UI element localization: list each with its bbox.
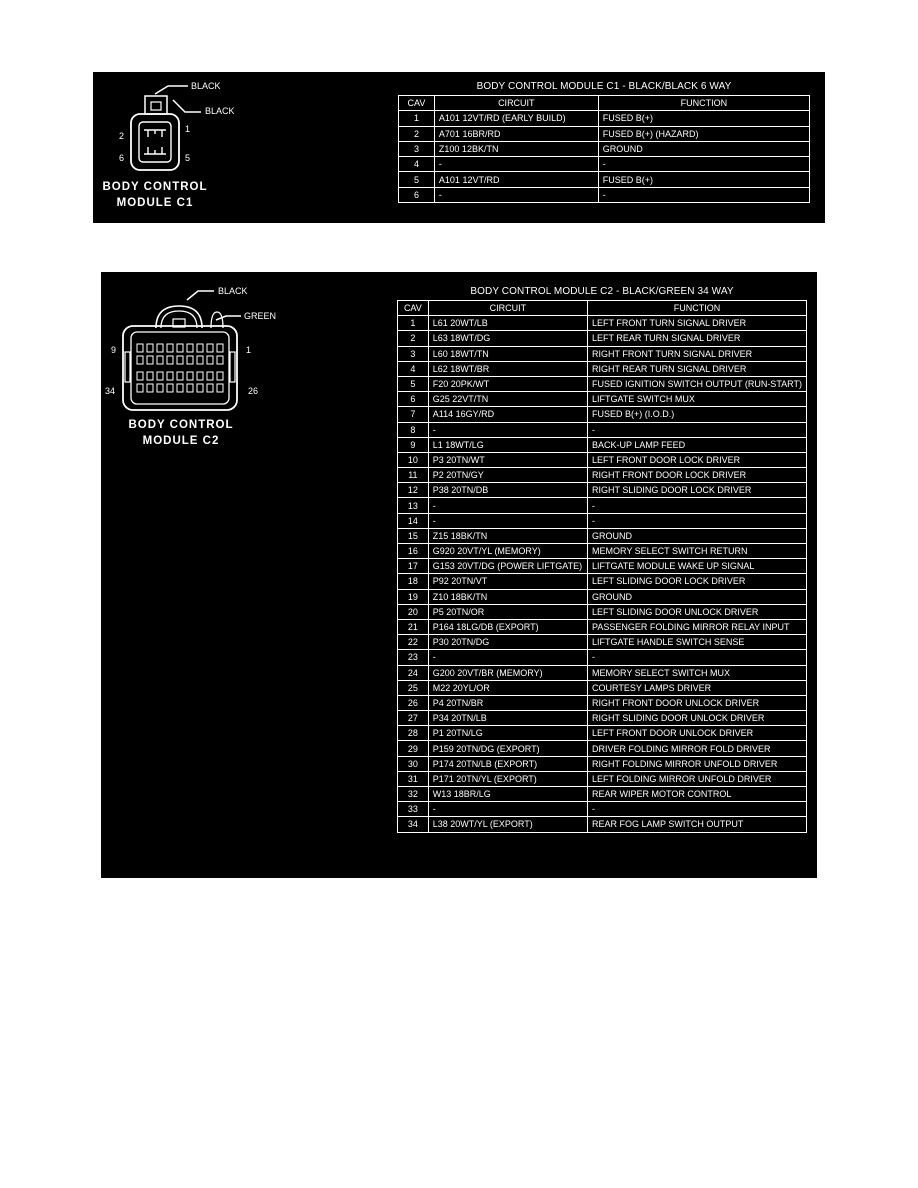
function-cell: PASSENGER FOLDING MIRROR RELAY INPUT <box>587 619 806 634</box>
cav-cell: 5 <box>398 376 429 391</box>
cav-cell: 6 <box>399 187 435 202</box>
circuit-cell: P38 20TN/DB <box>428 483 587 498</box>
c1-pin-row-top <box>144 130 166 137</box>
c1-connector-face <box>139 122 171 162</box>
cav-cell: 28 <box>398 726 429 741</box>
cav-cell: 14 <box>398 513 429 528</box>
cav-cell: 19 <box>398 589 429 604</box>
c2-pin-cavity <box>177 372 183 380</box>
c1-pin-row-bottom <box>144 147 166 154</box>
table-row <box>398 559 807 574</box>
table-row <box>398 468 807 483</box>
circuit-cell: L62 18WT/BR <box>428 361 587 376</box>
circuit-cell: L63 18WT/DG <box>428 331 587 346</box>
c1-connector-title-line1: BODY CONTROL <box>102 181 208 193</box>
table-row <box>399 111 810 126</box>
circuit-cell: G200 20VT/BR (MEMORY) <box>428 665 587 680</box>
c2-connector-face <box>131 332 229 404</box>
cav-cell: 33 <box>398 802 429 817</box>
c1-connector-diagram <box>93 72 393 223</box>
function-cell: LEFT FOLDING MIRROR UNFOLD DRIVER <box>587 771 806 786</box>
cav-cell: 16 <box>398 544 429 559</box>
c1-pin-label-br: 5 <box>185 153 191 163</box>
cav-cell: 3 <box>399 141 435 156</box>
c2-pin-label-br: 26 <box>248 386 259 396</box>
table-row <box>398 635 807 650</box>
circuit-cell: A101 12VT/RD (EARLY BUILD) <box>434 111 598 126</box>
table-row <box>399 126 810 141</box>
circuit-cell: P4 20TN/BR <box>428 695 587 710</box>
table-row <box>398 422 807 437</box>
c1-header-circuit: CIRCUIT <box>434 96 598 111</box>
c2-pin-label-tl: 9 <box>111 345 117 355</box>
cav-cell: 27 <box>398 711 429 726</box>
table-row <box>398 787 807 802</box>
cav-cell: 1 <box>398 316 429 331</box>
c2-callout-green: GREEN <box>244 311 277 321</box>
c2-pin-grid <box>137 344 223 392</box>
cav-cell: 9 <box>398 437 429 452</box>
table-row <box>399 157 810 172</box>
c2-pin-cavity <box>157 372 163 380</box>
table-row <box>398 802 807 817</box>
circuit-cell: - <box>428 498 587 513</box>
table-row <box>398 619 807 634</box>
function-cell: - <box>587 650 806 665</box>
table-row <box>398 498 807 513</box>
cav-cell: 3 <box>398 346 429 361</box>
circuit-cell: L1 18WT/LG <box>428 437 587 452</box>
cav-cell: 22 <box>398 635 429 650</box>
function-cell: FUSED IGNITION SWITCH OUTPUT (RUN-START) <box>587 376 806 391</box>
table-row <box>398 392 807 407</box>
c2-pin-cavity <box>207 356 213 364</box>
c2-pin-cavity <box>217 356 223 364</box>
circuit-cell: Z100 12BK/TN <box>434 141 598 156</box>
table-row <box>398 376 807 391</box>
c2-pin-cavity <box>187 384 193 392</box>
c2-pin-cavity <box>187 344 193 352</box>
circuit-cell: A114 16GY/RD <box>428 407 587 422</box>
function-cell: - <box>587 802 806 817</box>
function-cell: LEFT FRONT DOOR LOCK DRIVER <box>587 452 806 467</box>
c2-pin-cavity <box>207 372 213 380</box>
c1-pin-label-bl: 6 <box>119 153 125 163</box>
function-cell: FUSED B(+) <box>598 172 809 187</box>
circuit-cell: - <box>428 422 587 437</box>
table-row <box>398 452 807 467</box>
c1-pin-label-tl: 2 <box>119 131 125 141</box>
c1-callout-black-top: BLACK <box>191 81 221 91</box>
c1-pin-label-tr: 1 <box>185 124 191 134</box>
cav-cell: 5 <box>399 172 435 187</box>
table-row <box>398 361 807 376</box>
circuit-cell: P3 20TN/WT <box>428 452 587 467</box>
cav-cell: 26 <box>398 695 429 710</box>
circuit-cell: P171 20TN/YL (EXPORT) <box>428 771 587 786</box>
c2-pin-cavity <box>167 384 173 392</box>
cav-cell: 4 <box>399 157 435 172</box>
circuit-cell: P164 18LG/DB (EXPORT) <box>428 619 587 634</box>
c2-table-title: BODY CONTROL MODULE C2 - BLACK/GREEN 34 WAY <box>470 286 734 297</box>
c1-connector-title-line2: MODULE C1 <box>116 197 194 209</box>
c2-pin-cavity <box>137 384 143 392</box>
table-row <box>398 528 807 543</box>
c2-connector-diagram <box>101 272 391 472</box>
table-row <box>398 680 807 695</box>
function-cell: REAR WIPER MOTOR CONTROL <box>587 787 806 802</box>
cav-cell: 2 <box>399 126 435 141</box>
circuit-cell: L61 20WT/LB <box>428 316 587 331</box>
table-row <box>398 483 807 498</box>
c2-pin-cavity <box>147 356 153 364</box>
function-cell: FUSED B(+) <box>598 111 809 126</box>
cav-cell: 11 <box>398 468 429 483</box>
cav-cell: 32 <box>398 787 429 802</box>
table-row <box>398 650 807 665</box>
circuit-cell: A101 12VT/RD <box>434 172 598 187</box>
function-cell: GROUND <box>598 141 809 156</box>
c2-pin-cavity <box>147 372 153 380</box>
c1-callout-black-mid-line <box>173 100 201 112</box>
c2-pin-cavity <box>137 356 143 364</box>
circuit-cell: - <box>428 650 587 665</box>
table-row <box>399 141 810 156</box>
c2-pinout-table <box>397 300 807 833</box>
function-cell: LIFTGATE HANDLE SWITCH SENSE <box>587 635 806 650</box>
cav-cell: 12 <box>398 483 429 498</box>
c2-pin-cavity <box>217 344 223 352</box>
c1-table-header-row <box>399 96 810 111</box>
table-row <box>398 407 807 422</box>
table-row <box>399 187 810 202</box>
circuit-cell: P2 20TN/GY <box>428 468 587 483</box>
c2-pin-cavity <box>177 344 183 352</box>
function-cell: LIFTGATE SWITCH MUX <box>587 392 806 407</box>
c2-table-body <box>398 316 807 832</box>
function-cell: LEFT FRONT TURN SIGNAL DRIVER <box>587 316 806 331</box>
function-cell: RIGHT FRONT TURN SIGNAL DRIVER <box>587 346 806 361</box>
c2-pin-cavity <box>167 356 173 364</box>
circuit-cell: P92 20TN/VT <box>428 574 587 589</box>
c2-pin-cavity <box>177 384 183 392</box>
cav-cell: 15 <box>398 528 429 543</box>
c2-pin-cavity <box>197 344 203 352</box>
c1-pinout-table <box>398 95 810 203</box>
cav-cell: 6 <box>398 392 429 407</box>
function-cell: - <box>598 157 809 172</box>
function-cell: RIGHT FRONT DOOR UNLOCK DRIVER <box>587 695 806 710</box>
function-cell: - <box>587 498 806 513</box>
table-row <box>398 316 807 331</box>
circuit-cell: W13 18BR/LG <box>428 787 587 802</box>
cav-cell: 21 <box>398 619 429 634</box>
cav-cell: 30 <box>398 756 429 771</box>
function-cell: RIGHT FRONT DOOR LOCK DRIVER <box>587 468 806 483</box>
function-cell: FUSED B(+) (I.O.D.) <box>587 407 806 422</box>
c2-connector-title-line1: BODY CONTROL <box>128 419 234 431</box>
c2-pin-cavity <box>187 372 193 380</box>
c2-pin-cavity <box>157 344 163 352</box>
cav-cell: 13 <box>398 498 429 513</box>
function-cell: RIGHT SLIDING DOOR UNLOCK DRIVER <box>587 711 806 726</box>
circuit-cell: G920 20VT/YL (MEMORY) <box>428 544 587 559</box>
c2-pin-cavity <box>187 356 193 364</box>
cav-cell: 18 <box>398 574 429 589</box>
c2-table-header-row <box>398 301 807 316</box>
c2-pin-cavity <box>147 344 153 352</box>
c2-pin-cavity <box>157 384 163 392</box>
circuit-cell: P30 20TN/DG <box>428 635 587 650</box>
table-row <box>398 817 807 832</box>
function-cell: DRIVER FOLDING MIRROR FOLD DRIVER <box>587 741 806 756</box>
c2-header-cav: CAV <box>398 301 429 316</box>
c1-callout-black-mid: BLACK <box>205 106 235 116</box>
table-row <box>398 513 807 528</box>
c2-latch-arc-outer <box>156 306 202 328</box>
function-cell: REAR FOG LAMP SWITCH OUTPUT <box>587 817 806 832</box>
c2-pin-cavity <box>137 344 143 352</box>
cav-cell: 25 <box>398 680 429 695</box>
function-cell: MEMORY SELECT SWITCH RETURN <box>587 544 806 559</box>
c1-panel <box>93 72 825 223</box>
table-row <box>398 437 807 452</box>
function-cell: FUSED B(+) (HAZARD) <box>598 126 809 141</box>
c2-connector-body <box>123 326 237 410</box>
function-cell: GROUND <box>587 589 806 604</box>
circuit-cell: L60 18WT/TN <box>428 346 587 361</box>
c2-pin-label-bl: 34 <box>105 386 116 396</box>
table-row <box>398 346 807 361</box>
circuit-cell: L38 20WT/YL (EXPORT) <box>428 817 587 832</box>
circuit-cell: P34 20TN/LB <box>428 711 587 726</box>
table-row <box>398 695 807 710</box>
circuit-cell: Z10 18BK/TN <box>428 589 587 604</box>
c1-table-body <box>399 111 810 203</box>
table-row <box>398 589 807 604</box>
c1-latch <box>145 96 167 114</box>
c2-pin-cavity <box>197 372 203 380</box>
table-row <box>398 331 807 346</box>
c2-callout-black: BLACK <box>218 286 248 296</box>
function-cell: BACK-UP LAMP FEED <box>587 437 806 452</box>
circuit-cell: P5 20TN/OR <box>428 604 587 619</box>
cav-cell: 23 <box>398 650 429 665</box>
circuit-cell: G25 22VT/TN <box>428 392 587 407</box>
cav-cell: 8 <box>398 422 429 437</box>
circuit-cell: P1 20TN/LG <box>428 726 587 741</box>
table-row <box>398 604 807 619</box>
circuit-cell: A701 16BR/RD <box>434 126 598 141</box>
cav-cell: 1 <box>399 111 435 126</box>
c2-pin-cavity <box>207 384 213 392</box>
c2-pin-cavity <box>217 372 223 380</box>
c2-pin-cavity <box>197 356 203 364</box>
function-cell: COURTESY LAMPS DRIVER <box>587 680 806 695</box>
function-cell: RIGHT FOLDING MIRROR UNFOLD DRIVER <box>587 756 806 771</box>
cav-cell: 7 <box>398 407 429 422</box>
function-cell: MEMORY SELECT SWITCH MUX <box>587 665 806 680</box>
c1-header-function: FUNCTION <box>598 96 809 111</box>
c2-pin-cavity <box>137 372 143 380</box>
function-cell: - <box>587 513 806 528</box>
c1-table-title: BODY CONTROL MODULE C1 - BLACK/BLACK 6 WAY <box>476 81 732 92</box>
circuit-cell: P159 20TN/DG (EXPORT) <box>428 741 587 756</box>
circuit-cell: G153 20VT/DG (POWER LIFTGATE) <box>428 559 587 574</box>
c2-pin-cavity <box>217 384 223 392</box>
table-row <box>398 574 807 589</box>
c2-side-key-left <box>125 352 130 382</box>
function-cell: LEFT SLIDING DOOR LOCK DRIVER <box>587 574 806 589</box>
function-cell: RIGHT SLIDING DOOR LOCK DRIVER <box>587 483 806 498</box>
function-cell: LEFT FRONT DOOR UNLOCK DRIVER <box>587 726 806 741</box>
c2-header-function: FUNCTION <box>587 301 806 316</box>
c2-pin-cavity <box>157 356 163 364</box>
c2-panel <box>101 272 817 878</box>
table-row <box>399 172 810 187</box>
c2-pin-cavity <box>167 372 173 380</box>
table-row <box>398 726 807 741</box>
circuit-cell: P174 20TN/LB (EXPORT) <box>428 756 587 771</box>
table-row <box>398 711 807 726</box>
circuit-cell: F20 20PK/WT <box>428 376 587 391</box>
cav-cell: 34 <box>398 817 429 832</box>
table-row <box>398 741 807 756</box>
c2-callout-black-line <box>187 291 214 300</box>
c2-pin-label-tr: 1 <box>246 345 252 355</box>
circuit-cell: - <box>434 157 598 172</box>
cav-cell: 2 <box>398 331 429 346</box>
c2-pin-cavity <box>147 384 153 392</box>
function-cell: LEFT REAR TURN SIGNAL DRIVER <box>587 331 806 346</box>
cav-cell: 29 <box>398 741 429 756</box>
c2-header-circuit: CIRCUIT <box>428 301 587 316</box>
c2-pin-cavity <box>197 384 203 392</box>
table-row <box>398 665 807 680</box>
c2-connector-title-line2: MODULE C2 <box>142 435 220 447</box>
function-cell: - <box>587 422 806 437</box>
circuit-cell: - <box>428 513 587 528</box>
cav-cell: 17 <box>398 559 429 574</box>
function-cell: LEFT SLIDING DOOR UNLOCK DRIVER <box>587 604 806 619</box>
c2-pin-cavity <box>167 344 173 352</box>
c1-callout-black-top-line <box>155 86 188 94</box>
cav-cell: 4 <box>398 361 429 376</box>
c1-header-cav: CAV <box>399 96 435 111</box>
cav-cell: 20 <box>398 604 429 619</box>
c2-callout-green-line <box>216 316 241 320</box>
c1-latch-tab <box>151 102 161 110</box>
circuit-cell: - <box>434 187 598 202</box>
c2-side-key-right <box>230 352 235 382</box>
function-cell: GROUND <box>587 528 806 543</box>
cav-cell: 10 <box>398 452 429 467</box>
c2-pin-cavity <box>207 344 213 352</box>
table-row <box>398 771 807 786</box>
cav-cell: 24 <box>398 665 429 680</box>
cav-cell: 31 <box>398 771 429 786</box>
c2-pin-cavity <box>177 356 183 364</box>
function-cell: - <box>598 187 809 202</box>
function-cell: RIGHT REAR TURN SIGNAL DRIVER <box>587 361 806 376</box>
circuit-cell: - <box>428 802 587 817</box>
function-cell: LIFTGATE MODULE WAKE UP SIGNAL <box>587 559 806 574</box>
circuit-cell: Z15 18BK/TN <box>428 528 587 543</box>
table-row <box>398 544 807 559</box>
circuit-cell: M22 20YL/OR <box>428 680 587 695</box>
table-row <box>398 756 807 771</box>
